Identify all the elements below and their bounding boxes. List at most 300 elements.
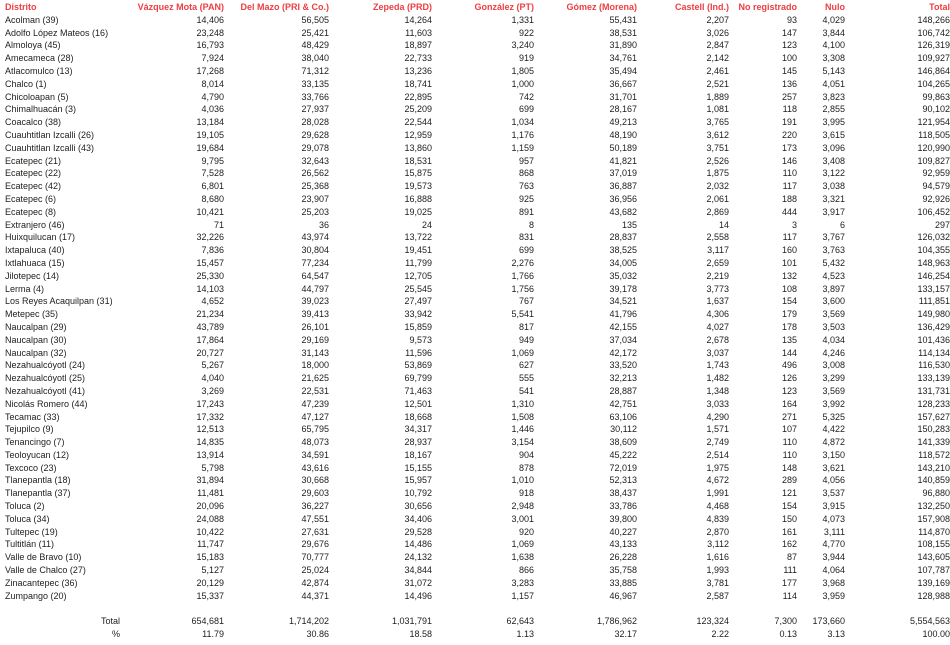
results-table (2, 1, 950, 641)
table-footer (2, 602, 950, 640)
column-header-castell-ind: Castell (Ind.) (674, 2, 729, 12)
district-cell: Tlanepantla (37) (5, 488, 71, 499)
value-cell: 69,799 (404, 373, 432, 384)
value-cell: 891 (518, 206, 534, 217)
value-cell: 3,765 (706, 117, 729, 128)
value-cell: 767 (518, 296, 534, 307)
value-cell: 5,432 (822, 257, 845, 268)
value-cell: 42,172 (609, 347, 637, 358)
value-cell: 14 (718, 219, 729, 230)
value-cell: 3,308 (822, 53, 845, 64)
value-cell: 161 (781, 526, 797, 537)
value-cell: 11,799 (405, 257, 432, 268)
value-cell: 71,463 (404, 385, 432, 396)
table-row (2, 487, 950, 500)
value-cell: 55,431 (609, 14, 637, 25)
value-cell: 3,915 (822, 501, 845, 512)
value-cell: 90,102 (922, 104, 950, 115)
table-row (2, 449, 950, 462)
column-header-no-registrado: No registrado (738, 2, 797, 12)
value-cell: 23,907 (301, 193, 329, 204)
value-cell: 33,885 (609, 577, 637, 588)
value-cell: 1,993 (706, 565, 729, 576)
district-cell: Tultitlán (11) (5, 539, 55, 550)
value-cell: 3,112 (707, 539, 729, 550)
value-cell: 2,514 (706, 449, 729, 460)
value-cell: 949 (518, 334, 534, 345)
value-cell: 35,032 (609, 270, 637, 281)
table-row (2, 334, 950, 347)
value-cell: 92,959 (922, 168, 950, 179)
value-cell: 179 (781, 309, 797, 320)
value-cell: 6 (839, 219, 845, 230)
value-cell: 831 (518, 232, 534, 243)
table-row (2, 257, 950, 270)
value-cell: 922 (518, 27, 534, 38)
value-cell: 8 (528, 219, 534, 230)
table-row (2, 180, 950, 193)
total-row-label: Total (100, 616, 120, 627)
value-cell: 33,786 (609, 501, 637, 512)
value-cell: 111,851 (918, 296, 950, 307)
value-cell: 8,014 (201, 78, 224, 89)
value-cell: 925 (518, 193, 534, 204)
value-cell: 4,027 (706, 321, 729, 332)
district-cell: Zumpango (20) (5, 590, 67, 601)
value-cell: 4,872 (822, 437, 845, 448)
district-cell: Cuauhtitlan Izcalli (26) (5, 129, 95, 140)
table-body (2, 14, 950, 603)
value-cell: 1,756 (511, 283, 534, 294)
value-cell: 52,313 (609, 475, 637, 486)
value-cell: 65,795 (301, 424, 329, 435)
value-cell: 5,541 (511, 309, 534, 320)
value-cell: 99,863 (922, 91, 950, 102)
value-cell: 4,051 (822, 78, 845, 89)
value-cell: 2,847 (706, 40, 729, 51)
value-cell: 27,497 (404, 296, 432, 307)
value-cell: 3,917 (822, 206, 845, 217)
table-row (2, 321, 950, 334)
value-cell: 47,239 (301, 398, 329, 409)
value-cell: 20,129 (196, 577, 224, 588)
value-cell: 32,226 (196, 232, 224, 243)
value-cell: 1,638 (511, 552, 534, 563)
table-row (2, 142, 950, 155)
value-cell: 2,521 (706, 78, 729, 89)
value-cell: 920 (518, 526, 534, 537)
table-row (2, 359, 950, 372)
value-cell: 28,887 (609, 385, 637, 396)
value-cell: 123 (781, 40, 797, 51)
value-cell: 24,132 (404, 552, 432, 563)
value-cell: 72,019 (609, 462, 637, 473)
value-cell: 39,800 (609, 513, 637, 524)
value-cell: 44,797 (301, 283, 329, 294)
value-cell: 4,290 (706, 411, 729, 422)
value-cell: 110 (782, 168, 797, 179)
table-row (2, 436, 950, 449)
table-row (2, 526, 950, 539)
value-cell: 26,228 (609, 552, 637, 563)
value-cell: 14,835 (196, 437, 224, 448)
value-cell: 25,209 (404, 104, 432, 115)
value-cell: 101,436 (917, 334, 950, 345)
value-cell: 135 (621, 219, 637, 230)
district-cell: Ecatepec (8) (5, 206, 57, 217)
value-cell: 14,496 (404, 590, 432, 601)
value-cell: 3,001 (511, 513, 534, 524)
value-cell: 29,169 (301, 334, 329, 345)
column-header-gonzalez-pt: González (PT) (474, 2, 534, 12)
district-cell: Lerma (4) (5, 283, 45, 294)
value-cell: 2,032 (706, 181, 729, 192)
value-cell: 63,106 (609, 411, 637, 422)
value-cell: 14,406 (196, 14, 224, 25)
value-cell: 178 (781, 321, 797, 332)
value-cell: 34,005 (609, 257, 637, 268)
value-cell: 132 (781, 270, 797, 281)
value-cell: 12,501 (404, 398, 432, 409)
district-cell: Valle de Chalco (27) (5, 565, 86, 576)
district-cell: Ixtlahuaca (15) (5, 257, 65, 268)
value-cell: 627 (518, 360, 534, 371)
table-row (2, 398, 950, 411)
value-cell: 18,000 (301, 360, 329, 371)
district-cell: Amecameca (28) (5, 53, 74, 64)
percent-row-value-cell: 2.22 (711, 629, 729, 640)
value-cell: 30,804 (301, 245, 329, 256)
value-cell: 53,869 (404, 360, 432, 371)
value-cell: 9,573 (409, 334, 432, 345)
value-cell: 3,122 (822, 168, 845, 179)
value-cell: 18,531 (404, 155, 432, 166)
value-cell: 28,937 (404, 437, 432, 448)
percent-row-value-cell: 30.86 (306, 629, 329, 640)
district-cell: Acolman (39) (5, 14, 59, 25)
value-cell: 24,088 (196, 513, 224, 524)
district-cell: Nicolás Romero (44) (5, 398, 88, 409)
table-row (2, 65, 950, 78)
district-cell: Tenancingo (7) (5, 437, 65, 448)
value-cell: 33,520 (609, 360, 637, 371)
value-cell: 11,603 (405, 27, 432, 38)
value-cell: 154 (781, 501, 797, 512)
value-cell: 26,562 (301, 168, 329, 179)
district-cell: Nezahualcóyotl (25) (5, 373, 86, 384)
value-cell: 107 (781, 424, 797, 435)
column-header-zepeda-prd: Zepeda (PRD) (372, 2, 432, 12)
value-cell: 19,684 (196, 142, 224, 153)
value-cell: 148,266 (917, 14, 950, 25)
value-cell: 71,312 (301, 65, 329, 76)
value-cell: 12,513 (196, 424, 224, 435)
value-cell: 3,117 (707, 245, 729, 256)
value-cell: 4,034 (822, 334, 845, 345)
value-cell: 10,792 (404, 488, 432, 499)
district-cell: Extranjero (46) (5, 219, 65, 230)
district-cell: Ecatepec (6) (5, 193, 57, 204)
value-cell: 37,034 (609, 334, 637, 345)
value-cell: 157,908 (917, 513, 950, 524)
value-cell: 133,157 (917, 283, 950, 294)
value-cell: 39,178 (609, 283, 637, 294)
value-cell: 70,777 (301, 552, 329, 563)
value-cell: 40,227 (609, 526, 637, 537)
value-cell: 1,616 (706, 552, 729, 563)
percent-row (2, 628, 950, 641)
value-cell: 15,183 (196, 552, 224, 563)
district-cell: Ixtapaluca (40) (5, 245, 65, 256)
value-cell: 2,749 (706, 437, 729, 448)
total-row-value-cell: 1,031,791 (391, 616, 432, 627)
value-cell: 110 (782, 437, 797, 448)
value-cell: 139,169 (917, 577, 950, 588)
table-row (2, 500, 950, 513)
value-cell: 146,254 (917, 270, 950, 281)
district-cell: Ecatepec (42) (5, 181, 62, 192)
value-cell: 2,678 (706, 334, 729, 345)
value-cell: 14,486 (404, 539, 432, 550)
value-cell: 4,839 (706, 513, 729, 524)
header-row (2, 1, 950, 14)
value-cell: 18,167 (404, 449, 432, 460)
total-row-value-cell: 5,554,563 (909, 616, 950, 627)
district-cell: Los Reyes Acaquilpan (31) (5, 296, 113, 307)
value-cell: 36 (318, 219, 329, 230)
value-cell: 126 (781, 373, 797, 384)
value-cell: 5,325 (822, 411, 845, 422)
value-cell: 5,127 (201, 565, 224, 576)
value-cell: 36,227 (301, 501, 329, 512)
value-cell: 13,236 (404, 65, 432, 76)
value-cell: 121,954 (917, 117, 950, 128)
value-cell: 12,705 (404, 270, 432, 281)
value-cell: 4,056 (822, 475, 845, 486)
value-cell: 116,530 (918, 360, 950, 371)
value-cell: 1,805 (511, 65, 534, 76)
value-cell: 14,264 (404, 14, 432, 25)
value-cell: 8,680 (201, 193, 224, 204)
value-cell: 92,926 (922, 193, 950, 204)
value-cell: 1,176 (511, 129, 534, 140)
district-cell: Almoloya (45) (5, 40, 61, 51)
value-cell: 1,637 (706, 296, 729, 307)
value-cell: 3,781 (706, 577, 729, 588)
value-cell: 109,827 (917, 155, 950, 166)
value-cell: 47,127 (301, 411, 329, 422)
value-cell: 289 (781, 475, 797, 486)
value-cell: 15,859 (404, 321, 432, 332)
value-cell: 15,337 (196, 590, 224, 601)
value-cell: 3,321 (822, 193, 845, 204)
value-cell: 3,269 (201, 385, 224, 396)
value-cell: 146 (781, 155, 797, 166)
value-cell: 699 (518, 104, 534, 115)
district-cell: Chicoloapan (5) (5, 91, 69, 102)
value-cell: 4,100 (822, 40, 845, 51)
value-cell: 106,742 (917, 27, 950, 38)
value-cell: 32,643 (301, 155, 329, 166)
table-row (2, 39, 950, 52)
value-cell: 763 (518, 181, 534, 192)
value-cell: 41,796 (609, 309, 637, 320)
table-row (2, 411, 950, 424)
value-cell: 34,761 (609, 53, 637, 64)
value-cell: 22,895 (404, 91, 432, 102)
value-cell: 23,248 (196, 27, 224, 38)
value-cell: 9,795 (201, 155, 224, 166)
value-cell: 3,299 (822, 373, 845, 384)
value-cell: 15,155 (404, 462, 432, 473)
table-row (2, 474, 950, 487)
value-cell: 30,656 (404, 501, 432, 512)
value-cell: 110 (782, 449, 797, 460)
value-cell: 1,157 (511, 590, 534, 601)
value-cell: 136,429 (917, 321, 950, 332)
district-cell: Nezahualcóyotl (24) (5, 360, 86, 371)
value-cell: 4,422 (822, 424, 845, 435)
table-row (2, 513, 950, 526)
value-cell: 15,957 (404, 475, 432, 486)
district-cell: Nezahualcóyotl (41) (5, 385, 86, 396)
value-cell: 3,995 (822, 117, 845, 128)
value-cell: 31,701 (609, 91, 637, 102)
value-cell: 3,283 (511, 577, 534, 588)
value-cell: 56,505 (301, 14, 329, 25)
value-cell: 48,429 (301, 40, 329, 51)
value-cell: 18,741 (404, 78, 432, 89)
value-cell: 1,069 (511, 539, 534, 550)
value-cell: 43,682 (609, 206, 637, 217)
value-cell: 30,112 (610, 424, 637, 435)
value-cell: 918 (518, 488, 534, 499)
value-cell: 126,032 (917, 232, 950, 243)
value-cell: 2,659 (706, 257, 729, 268)
table-row (2, 577, 950, 590)
value-cell: 2,219 (706, 270, 729, 281)
value-cell: 18,668 (404, 411, 432, 422)
table-row (2, 14, 950, 27)
district-cell: Adolfo López Mateos (16) (5, 27, 109, 38)
value-cell: 30,668 (301, 475, 329, 486)
value-cell: 13,184 (196, 117, 224, 128)
value-cell: 1,889 (706, 91, 729, 102)
percent-row-value-cell: 18.58 (409, 629, 432, 640)
value-cell: 26,101 (301, 321, 329, 332)
value-cell: 3,037 (706, 347, 729, 358)
value-cell: 34,406 (404, 513, 432, 524)
value-cell: 1,508 (511, 411, 534, 422)
total-row-value-cell: 654,681 (191, 616, 224, 627)
value-cell: 33,766 (301, 91, 329, 102)
value-cell: 25,421 (301, 27, 329, 38)
value-cell: 1,766 (511, 270, 534, 281)
value-cell: 31,072 (404, 577, 432, 588)
value-cell: 1,348 (706, 385, 729, 396)
value-cell: 143,605 (917, 552, 950, 563)
value-cell: 6,801 (201, 181, 224, 192)
percent-row-value-cell: 0.13 (779, 629, 797, 640)
table-row (2, 347, 950, 360)
district-cell: Toluca (34) (5, 513, 50, 524)
value-cell: 699 (518, 245, 534, 256)
value-cell: 132,250 (917, 501, 950, 512)
value-cell: 817 (518, 321, 534, 332)
value-cell: 118,572 (918, 449, 950, 460)
value-cell: 128,233 (917, 398, 950, 409)
value-cell: 48,190 (609, 129, 637, 140)
value-cell: 3,033 (706, 398, 729, 409)
value-cell: 1,000 (511, 78, 534, 89)
value-cell: 25,545 (404, 283, 432, 294)
value-cell: 34,317 (404, 424, 432, 435)
value-cell: 3,600 (822, 296, 845, 307)
value-cell: 16,793 (196, 40, 224, 51)
value-cell: 28,028 (301, 117, 329, 128)
value-cell: 164 (781, 398, 797, 409)
value-cell: 742 (518, 91, 534, 102)
value-cell: 100 (781, 53, 797, 64)
value-cell: 108 (781, 283, 797, 294)
value-cell: 17,864 (196, 334, 224, 345)
value-cell: 43,789 (196, 321, 224, 332)
value-cell: 131,731 (917, 385, 950, 396)
value-cell: 29,528 (404, 526, 432, 537)
value-cell: 13,860 (404, 142, 432, 153)
value-cell: 2,558 (706, 232, 729, 243)
value-cell: 3,773 (706, 283, 729, 294)
value-cell: 1,034 (511, 117, 534, 128)
value-cell: 14,103 (196, 283, 224, 294)
total-row (2, 615, 950, 628)
table-row (2, 551, 950, 564)
table-row (2, 78, 950, 91)
district-cell: Ecatepec (22) (5, 168, 62, 179)
value-cell: 19,025 (404, 206, 432, 217)
value-cell: 42,155 (609, 321, 637, 332)
value-cell: 25,330 (196, 270, 224, 281)
value-cell: 1,482 (706, 373, 729, 384)
value-cell: 149,980 (917, 309, 950, 320)
value-cell: 3,897 (822, 283, 845, 294)
value-cell: 13,914 (196, 449, 224, 460)
table-row (2, 283, 950, 296)
value-cell: 31,890 (609, 40, 637, 51)
value-cell: 11,596 (405, 347, 432, 358)
value-cell: 3,569 (822, 385, 845, 396)
district-cell: Zinacantepec (36) (5, 577, 78, 588)
value-cell: 28,167 (609, 104, 637, 115)
value-cell: 3,823 (822, 91, 845, 102)
value-cell: 271 (781, 411, 797, 422)
value-cell: 4,672 (706, 475, 729, 486)
table-row (2, 206, 950, 219)
value-cell: 3,154 (511, 437, 534, 448)
table-row (2, 193, 950, 206)
table-row (2, 270, 950, 283)
value-cell: 148,963 (917, 257, 950, 268)
value-cell: 2,207 (706, 14, 729, 25)
value-cell: 43,974 (301, 232, 329, 243)
percent-row-value-cell: 3.13 (827, 629, 845, 640)
table-row (2, 462, 950, 475)
value-cell: 541 (518, 385, 534, 396)
value-cell: 28,837 (609, 232, 637, 243)
value-cell: 71 (213, 219, 224, 230)
value-cell: 25,024 (301, 565, 329, 576)
value-cell: 19,573 (404, 181, 432, 192)
